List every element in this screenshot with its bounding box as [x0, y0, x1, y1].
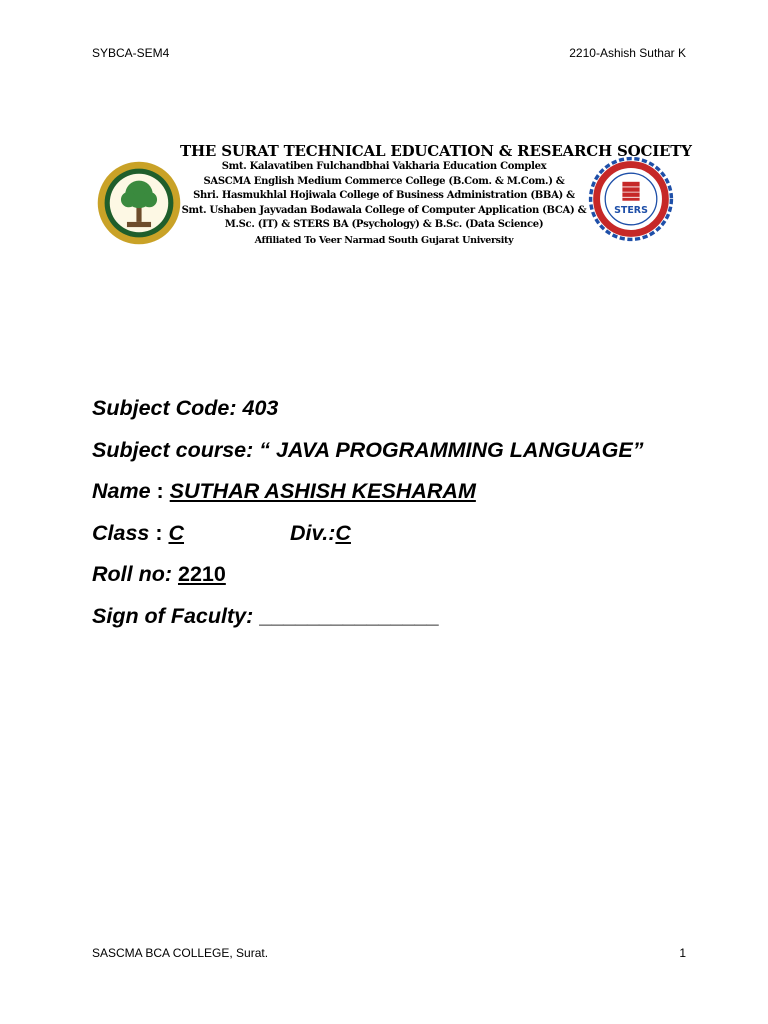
- roll-value: 2210: [177, 562, 226, 586]
- sign-line: _______________: [259, 603, 439, 628]
- name-separator: :: [150, 479, 170, 503]
- banner-line: Shri. Hasmukhlal Hojiwala College of Business Administration (BBA) &: [193, 190, 575, 201]
- sign-label: Sign of Faculty:: [92, 603, 260, 628]
- div-label: Div.:: [290, 520, 336, 545]
- banner-line: Smt. Kalavatiben Fulchandbhai Vakharia Education Complex: [221, 161, 547, 172]
- roll-label: Roll no:: [92, 562, 178, 586]
- subject-code-value: 403: [242, 396, 279, 420]
- page-header-right: 2210-Ashish Suthar K: [569, 46, 686, 60]
- div-value: C: [335, 520, 351, 545]
- seal-text: STERS: [614, 204, 648, 216]
- subject-course-label: Subject course:: [92, 437, 260, 462]
- class-separator: :: [149, 520, 169, 545]
- page-footer-left: SASCMA BCA COLLEGE, Surat.: [92, 946, 269, 960]
- subject-course-value: “ JAVA PROGRAMMING LANGUAGE”: [259, 437, 644, 462]
- name-row: [92, 479, 732, 521]
- sign-row: [92, 604, 732, 646]
- left-college-seal-icon: [96, 160, 182, 246]
- banner-line: M.Sc. (IT) & STERS BA (Psychology) & B.Sc. (Data Science): [224, 219, 544, 230]
- institution-banner: [92, 138, 692, 258]
- class-label: Class: [92, 520, 150, 545]
- banner-affiliation: Affiliated To Veer Narmad South Gujarat University: [254, 234, 514, 246]
- subject-code-row: [92, 396, 732, 438]
- student-details: [92, 396, 732, 645]
- banner-line: SASCMA English Medium Commerce College (B.Com. & M.Com.) &: [203, 175, 565, 187]
- sters-logo-icon: [588, 156, 674, 242]
- name-label: Name: [92, 479, 151, 503]
- page-number: 1: [679, 946, 686, 960]
- class-div-row: [92, 521, 732, 563]
- class-value: C: [168, 520, 185, 545]
- roll-row: [92, 562, 732, 604]
- subject-course-row: [92, 438, 732, 480]
- page-header-left: SYBCA-SEM4: [92, 46, 170, 60]
- banner-title: THE SURAT TECHNICAL EDUCATION & RESEARCH SOCIETY: [180, 142, 692, 160]
- subject-code-label: Subject Code:: [92, 396, 243, 420]
- banner-line: Smt. Ushaben Jayvadan Bodawala College of Computer Application (BCA) &: [181, 204, 587, 216]
- banner-text-block: [180, 142, 692, 248]
- name-value: SUTHAR ASHISH KESHARAM: [169, 479, 476, 503]
